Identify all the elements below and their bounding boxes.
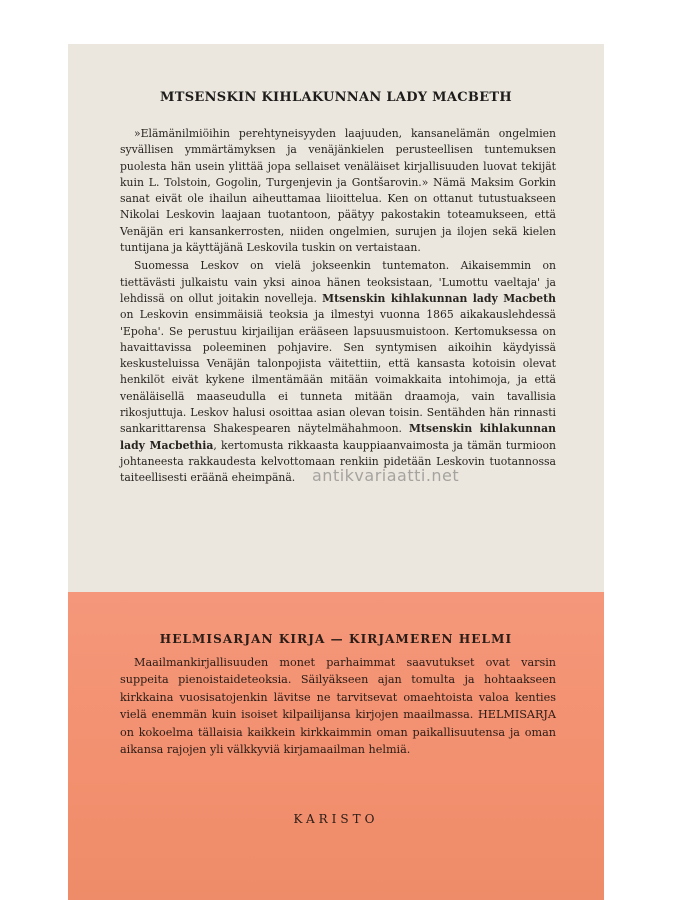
blurb-title-reference: Mtsenskin kihlakunnan lady Macbeth (322, 291, 556, 305)
blurb-paragraph-1: »Elämänilmiöihin perehtyneisyyden laajuuden, kansanelämän ongelmien syvällisen ymmärtämyksen ja venäjänkielen perusteellisen tuntemuksen puolesta hän usein ylittää jopa sellaiset venäläiset kirjallisuuden luovat tekijät kuin L. Tolstoin, Gogolin, Turgenjevin ja Gontšarovin.» Nämä Maksim Gorkin sanat eivät ole ihailun aiheuttamaa liioittelua. Ken on ottanut tutustuakseen Nikolai Leskovin laajaan tuotantoon, päätyy pakostakin toteamukseen, että Venäjän eri kansankerrosten, niiden ongelmien, surujen ja ilojen sekä kielen tuntijana ja käyttäjänä Leskovila tuskin on vertaistaan. (120, 127, 556, 255)
book-title: MTSENSKIN KIHLAKUNNAN LADY MACBETH (160, 90, 512, 105)
series-band (68, 592, 604, 900)
blurb-text-part: on Leskovin ensimmäisiä teoksia ja ilmestyi vuonna 1865 aikakauslehdessä 'Epoha'. Se perustuu kirjailijan erääseen lapsuusmuistoon. Kertomuksessa on havaittavissa poleeminen pohjavire. Sen syntymisen aikoihin käydyissä keskusteluissa Venäjän talonpojista väitettiin, että kansasta kotoisin olevat henkilöt eivät kykene ilmentämään mitään voimakkaita intohimoja, ja että venäläisellä maaseudulla ei tunneta mitään draamoja, vain tavallisia rikosjuttuja. Leskov halusi osoittaa asian olevan toisin. Sentähden hän rinnasti sankarittarensa Shakespearen näytelmähahmoon. (120, 308, 556, 436)
blurb-text-part: Suomessa Leskov on vielä jokseenkin tuntematon. Aikaisemmin on tiettävästi julkaistu vain yksi ainoa hänen teoksistaan, 'Lumottu vaeltaja' ja lehdissä on ollut joitakin novelleja. (120, 259, 556, 305)
blurb-text-part: , kertomusta rikkaasta kauppiaanvaimosta ja tämän turmioon johtaneesta rakkaudesta kelvottomaan renkiin pidetään Leskovin tuotannossa taiteellisesti eräänä eheimpänä. (120, 438, 556, 485)
publisher-name: KARISTO (293, 812, 379, 826)
blurb-text (120, 126, 556, 487)
cover-upper-panel (68, 44, 604, 592)
series-description (120, 654, 556, 758)
series-title: HELMISARJAN KIRJA — KIRJAMEREN HELMI (159, 632, 513, 646)
book-back-cover (68, 44, 604, 900)
watermark-text: antikvariaatti.net (312, 466, 460, 485)
blurb-paragraph-2 (120, 258, 556, 486)
blurb-title-reference: Mtsenskin kihlakunnan lady Macbethia (120, 422, 556, 452)
series-paragraph: Maailmankirjallisuuden monet parhaimmat saavutukset ovat varsin suppeita pienoistaideteoksia. Säilyäkseen ajan tomulta ja hohtaakseen kirkkaina vuosisatojenkin lävitse ne tarvitsevat omaehtoista valoa kenties vielä enemmän kuin isoiset kilpailijansa kirjojen maailmassa. HELMISARJA on kokoelma tällaisia kaikkein kirkkaimmin oman paikallisuutensa ja oman aikansa rajojen yli välkkyviä kirjamaailman helmiä. (120, 656, 556, 757)
